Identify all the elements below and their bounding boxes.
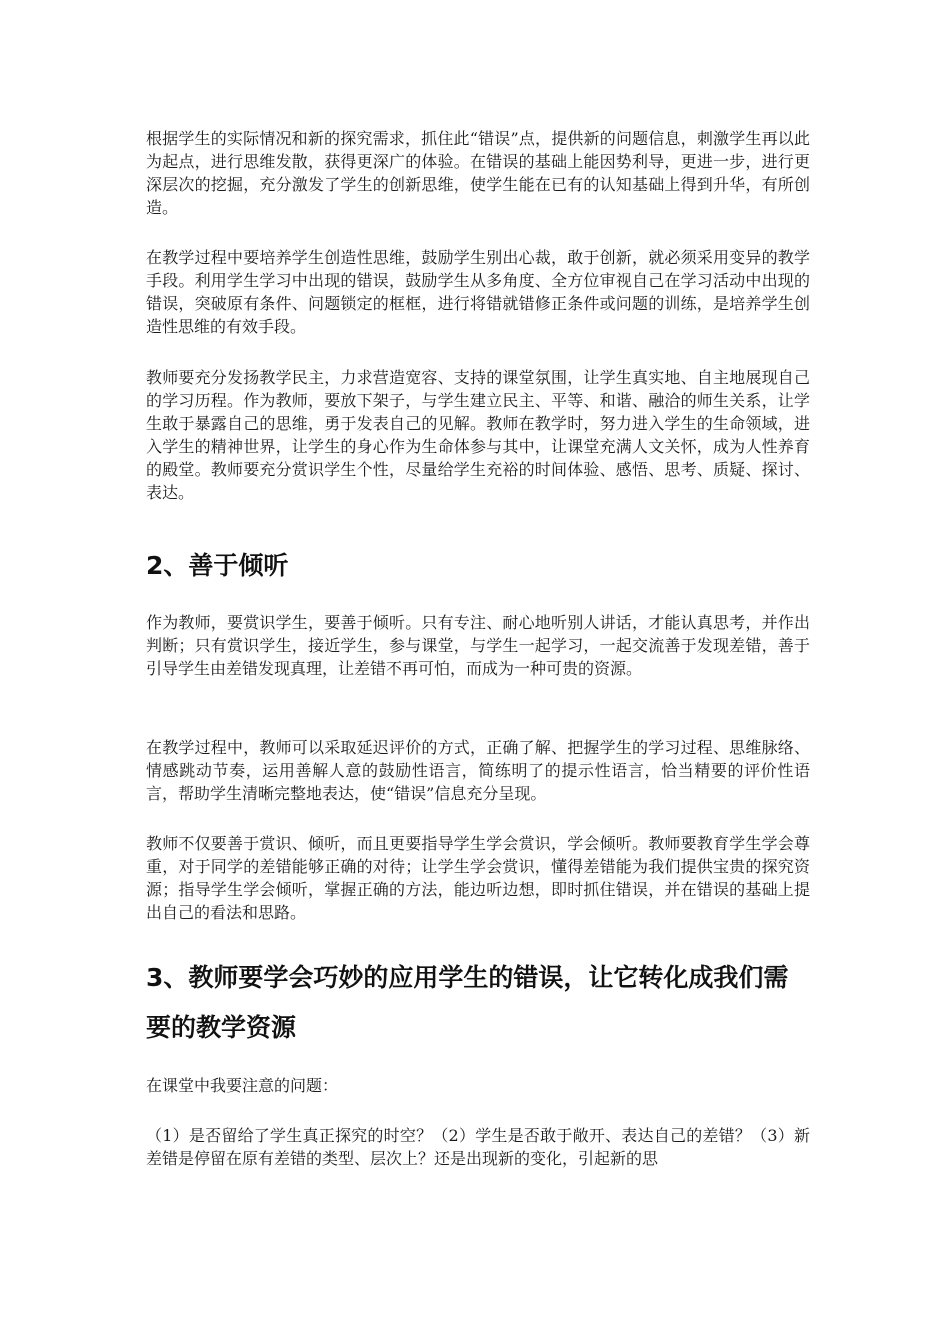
paragraph-creative-thinking: 在教学过程中要培养学生创造性思维，鼓励学生别出心裁，敢于创新，就必须采用变异的教学手段。利用学生学习中出现的错误，鼓励学生从多角度、全方位审视自己在学习活动中出现的错误，突破原有条件、问题锁定的框框，进行将错就错修正条件或问题的训练，是培养学生创造性思维的有效手段。 (146, 248, 810, 336)
paragraph-question-list: （1）是否留给了学生真正探究的时空？（2）学生是否敢于敞开、表达自己的差错？（3）新差错是停留在原有差错的类型、层次上？还是出现新的变化，引起新的思 (146, 1126, 810, 1168)
paragraph-delayed-evaluation: 在教学过程中，教师可以采取延迟评价的方式，正确了解、把握学生的学习过程、思维脉络、情感跳动节奏，运用善解人意的鼓励性语言，简练明了的提示性语言，恰当精要的评价性语言，帮助学生清晰完整地表达，使“错误”信息充分呈现。 (146, 738, 810, 803)
paragraph-guide-students: 教师不仅要善于赏识、倾听，而且更要指导学生学会赏识，学会倾听。教师要教育学生学会尊重，对于同学的差错能够正确的对待；让学生学会赏识，懂得差错能为我们提供宝贵的探究资源；指导学生学会倾听，掌握正确的方法，能边听边想，即时抓住错误，并在错误的基础上提出自己的看法和思路。 (146, 834, 810, 922)
paragraph-questions-intro: 在课堂中我要注意的问题： (146, 1076, 339, 1095)
paragraph-teaching-democracy: 教师要充分发扬教学民主，力求营造宽容、支持的课堂氛围，让学生真实地、自主地展现自己的学习历程。作为教师，要放下架子，与学生建立民主、平等、和谐、融洽的师生关系，让学生敢于暴露自己的思维，勇于发表自己的见解。教师在教学时，努力进入学生的生命领域，进入学生的精神世界，让学生的身心作为生命体参与其中，让课堂充满人文关怀，成为人性养育的殿堂。教师要充分赏识学生个性，尽量给学生充裕的时间体验、感悟、思考、质疑、探讨、表达。 (146, 368, 810, 502)
paragraph-appreciate-listen: 作为教师，要赏识学生，要善于倾听。只有专注、耐心地听别人讲话，才能认真思考，并作出判断；只有赏识学生，接近学生，参与课堂，与学生一起学习，一起交流善于发现差错，善于引导学生由差错发现真理，让差错不再可怕，而成为一种可贵的资源。 (146, 613, 810, 678)
section-heading-use-errors: 3、教师要学会巧妙的应用学生的错误，让它转化成我们需要的教学资源 (146, 963, 789, 1042)
section-heading-listening: 2、善于倾听 (146, 551, 289, 580)
paragraph-error-guidance: 根据学生的实际情况和新的探究需求，抓住此“错误”点，提供新的问题信息，刺激学生再以此为起点，进行思维发散，获得更深广的体验。在错误的基础上能因势利导，更进一步，进行更深层次的挖掘，充分激发了学生的创新思维，使学生能在已有的认知基础上得到升华，有所创造。 (146, 129, 810, 217)
